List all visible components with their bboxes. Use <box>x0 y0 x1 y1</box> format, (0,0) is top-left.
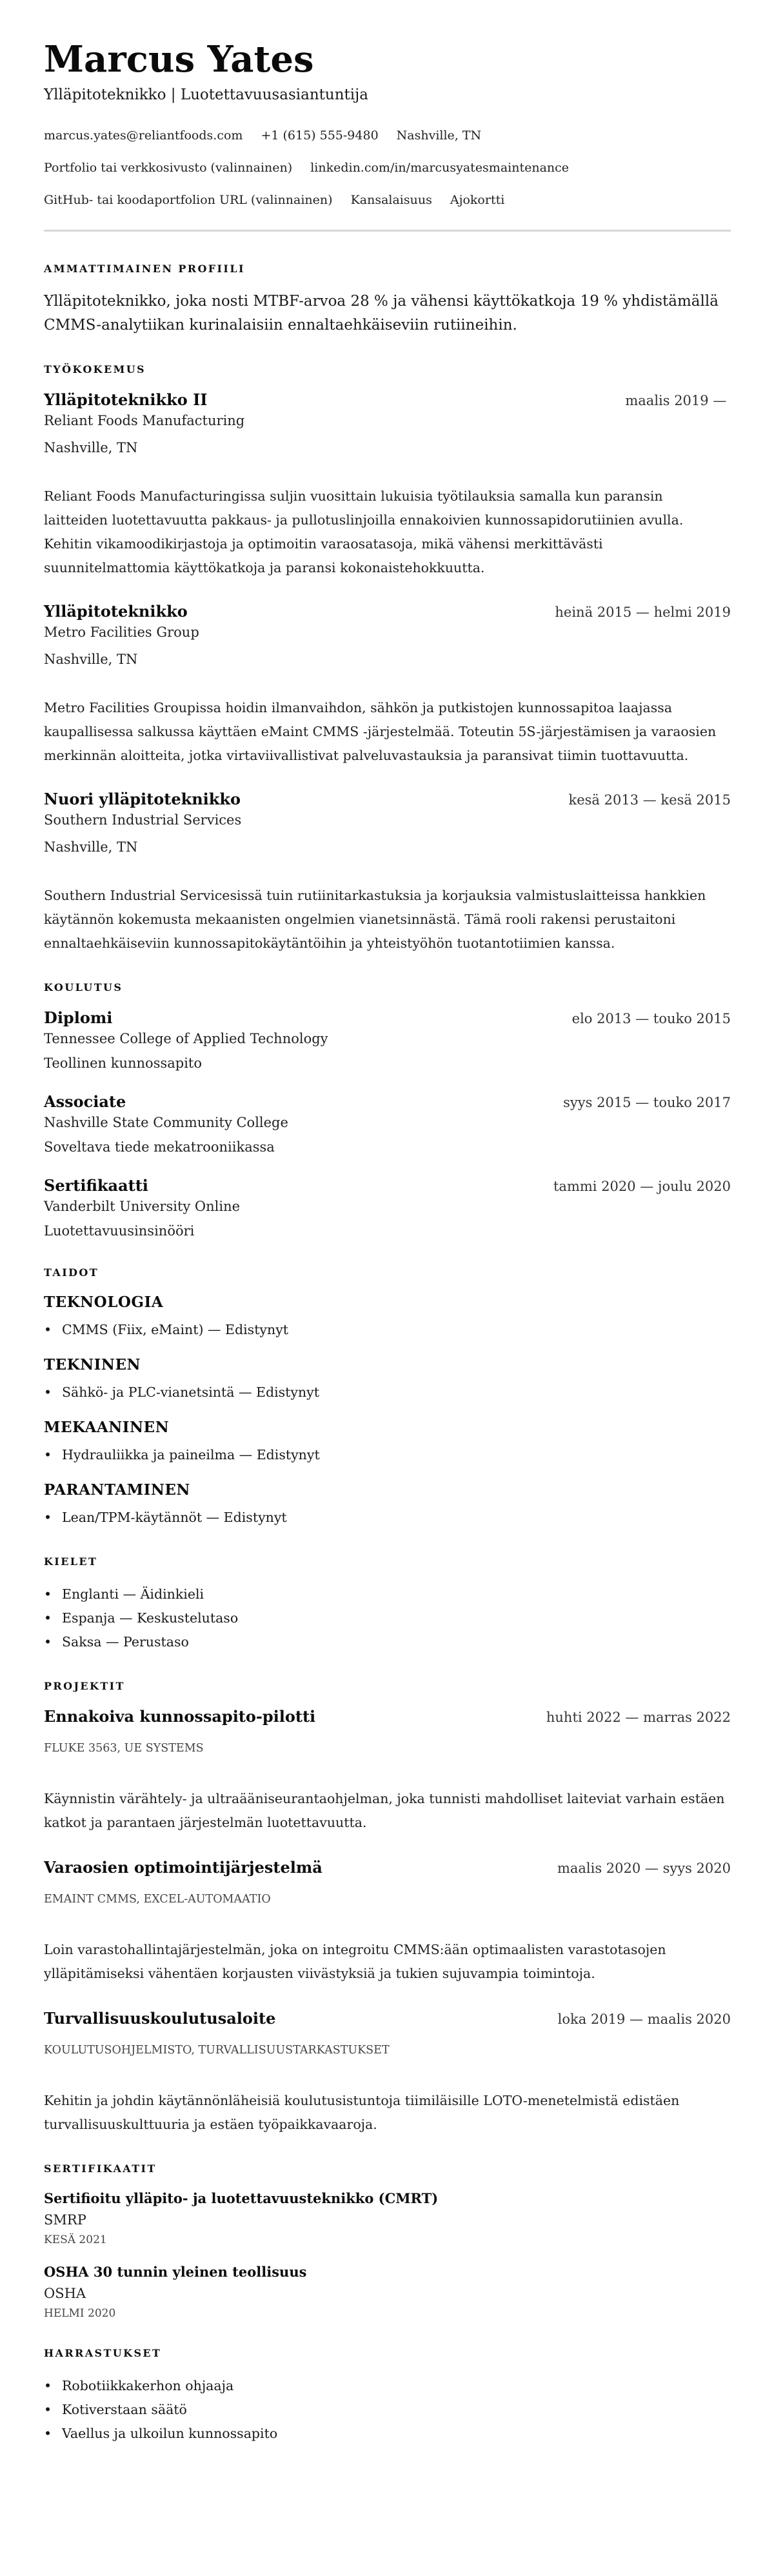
contact-drivers-license: Ajokortti <box>450 193 505 207</box>
certification-entry <box>44 2263 731 2321</box>
field-of-study: Luotettavuusinsinööri <box>44 1223 195 1239</box>
education-dates: elo 2013 — touko 2015 <box>571 1011 731 1026</box>
school-name: Tennessee College of Applied Technology <box>44 1031 328 1046</box>
experience-entry <box>44 602 731 768</box>
contact-phone[interactable]: +1 (615) 555-9480 <box>261 128 379 143</box>
job-company: Metro Facilities Group <box>44 624 199 640</box>
project-tech: KOULUTUSOHJELMISTO, TURVALLISUUSTARKASTUKSET <box>44 2044 390 2057</box>
languages-section <box>44 1555 731 1654</box>
degree-title: Associate <box>44 1092 126 1111</box>
education-entry <box>44 1176 731 1241</box>
project-title: Ennakoiva kunnossapito-pilotti <box>44 1707 316 1726</box>
skill-item: • Hydrauliikka ja paineilma — Edistynyt <box>44 1443 731 1467</box>
skill-category: TEKNINEN <box>44 1356 141 1373</box>
job-description: Southern Industrial Servicesissä tuin rutiinitarkastuksia ja korjauksia valmistuslaitteissa hankkien käytännön kokemusta mekaanisten ongelmien vianetsinnästä. Tämä rooli rakensi perustaitoni ennaltaehkäiseviin kunnossapitokäytäntöihin ja yhteistyöhön tuotantotiimien kanssa. <box>44 888 706 951</box>
degree-title: Sertifikaatti <box>44 1176 148 1195</box>
language-item: • Espanja — Keskustelutaso <box>44 1606 731 1630</box>
skill-item: • Lean/TPM-käytännöt — Edistynyt <box>44 1506 731 1530</box>
certifications-section <box>44 2162 731 2321</box>
certification-date: HELMI 2020 <box>44 2307 116 2320</box>
contact-citizenship: Kansalaisuus <box>350 193 432 207</box>
contact-portfolio[interactable]: Portfolio tai verkkosivusto (valinnainen) <box>44 161 293 175</box>
skill-group <box>44 1419 731 1467</box>
skills-section <box>44 1266 731 1530</box>
section-title: PROJEKTIT <box>44 1680 125 1692</box>
hobby-item: • Robotiikkakerhon ohjaaja <box>44 2374 731 2398</box>
section-title: TYÖKOKEMUS <box>44 363 146 375</box>
section-title: HARRASTUKSET <box>44 2347 162 2359</box>
job-description: Reliant Foods Manufacturingissa suljin vuosittain lukuisia työtilauksia samalla kun paransin laitteiden luotettavuutta pakkaus- ja pullotuslinjoilla ennakoivien kunnossapidorutiinien avulla. Kehitin vikamoodikirjastoja ja optimoitin varaosatasoja, mikä vähensi merkittävästi suunnitelmattomia käyttökatkoja ja paransi kokonaistehokkuutta. <box>44 488 684 575</box>
certification-entry <box>44 2190 731 2248</box>
hobby-item: • Kotiverstaan säätö <box>44 2398 731 2422</box>
certification-issuer: SMRP <box>44 2212 86 2228</box>
project-dates: huhti 2022 — marras 2022 <box>546 1710 731 1725</box>
certification-title: Sertifioitu ylläpito- ja luotettavuusteknikko (CMRT) <box>44 2190 439 2206</box>
project-tech: FLUKE 3563, UE SYSTEMS <box>44 1742 204 1755</box>
project-title: Varaosien optimointijärjestelmä <box>44 1858 322 1877</box>
skill-item: • CMMS (Fiix, eMaint) — Edistynyt <box>44 1318 731 1342</box>
contact-linkedin[interactable]: linkedin.com/in/marcusyatesmaintenance <box>310 161 570 175</box>
skill-category: PARANTAMINEN <box>44 1481 190 1499</box>
degree-title: Diplomi <box>44 1008 113 1027</box>
field-of-study: Soveltava tiede mekatrooniikassa <box>44 1139 275 1155</box>
skill-category: TEKNOLOGIA <box>44 1293 164 1311</box>
project-description: Käynnistin värähtely- ja ultraääniseurantaohjelman, joka tunnisti mahdolliset laiteviat varhain estäen katkot ja parantaen järjestelmän luotettavuutta. <box>44 1791 725 1830</box>
job-company: Southern Industrial Services <box>44 812 242 828</box>
education-entry <box>44 1092 731 1157</box>
language-item: • Englanti — Äidinkieli <box>44 1583 731 1606</box>
project-entry <box>44 1707 731 1835</box>
project-entry <box>44 2009 731 2137</box>
project-description: Loin varastohallintajärjestelmän, joka on integroitu CMMS:ään optimaalisten varastotasojen ylläpitämiseksi vähentäen korjausten viivästyksiä ja tukien sujuvampia toimintoja. <box>44 1942 666 1981</box>
skill-category: MEKAANINEN <box>44 1419 170 1436</box>
section-title: AMMATTIMAINEN PROFIILI <box>44 263 245 275</box>
education-dates: tammi 2020 — joulu 2020 <box>553 1179 731 1194</box>
education-dates: syys 2015 — touko 2017 <box>563 1095 731 1110</box>
project-title: Turvallisuuskoulutusaloite <box>44 2009 276 2028</box>
section-title: SERTIFIKAATIT <box>44 2162 157 2175</box>
contact-row <box>44 128 731 143</box>
school-name: Nashville State Community College <box>44 1115 288 1130</box>
job-title: Nuori ylläpitoteknikko <box>44 790 241 808</box>
project-tech: EMAINT CMMS, EXCEL-AUTOMAATIO <box>44 1893 271 1906</box>
project-dates: loka 2019 — maalis 2020 <box>557 2012 731 2027</box>
job-location: Nashville, TN <box>44 839 138 855</box>
section-title: TAIDOT <box>44 1266 99 1279</box>
contact-row <box>44 160 731 175</box>
skill-group <box>44 1481 731 1530</box>
hobby-item: • Vaellus ja ulkoilun kunnossapito <box>44 2422 731 2446</box>
job-location: Nashville, TN <box>44 652 138 667</box>
section-title: KOULUTUS <box>44 981 123 993</box>
experience-section <box>44 363 731 955</box>
header-divider <box>44 230 731 232</box>
profile-section <box>44 263 731 337</box>
contact-github[interactable]: GitHub- tai koodaportfolion URL (valinnainen) <box>44 193 333 207</box>
project-entry <box>44 1858 731 1986</box>
contact-location: Nashville, TN <box>396 128 482 143</box>
school-name: Vanderbilt University Online <box>44 1199 241 1214</box>
project-description: Kehitin ja johdin käytännönläheisiä koulutusistuntoja tiimiläisille LOTO-menetelmistä edistäen turvallisuuskulttuuria ja estäen työpaikkavaaroja. <box>44 2093 680 2132</box>
certification-issuer: OSHA <box>44 2286 86 2301</box>
certification-title: OSHA 30 tunnin yleinen teollisuus <box>44 2264 307 2280</box>
job-title: Ylläpitoteknikko II <box>44 390 208 409</box>
job-dates: maalis 2019 — <box>625 393 731 408</box>
contact-row <box>44 192 731 208</box>
job-location: Nashville, TN <box>44 440 138 455</box>
job-title: Ylläpitoteknikko <box>44 602 188 621</box>
education-entry <box>44 1008 731 1073</box>
profile-summary: Ylläpitoteknikko, joka nosti MTBF-arvoa 28 % ja vähensi käyttökatkoja 19 % yhdistämällä CMMS-analytiikan kurinalaisiin ennaltaehkäiseviin rutiineihin. <box>44 293 719 334</box>
skill-group <box>44 1356 731 1404</box>
resume-header <box>44 39 731 208</box>
project-dates: maalis 2020 — syys 2020 <box>557 1861 731 1876</box>
section-title: KIELET <box>44 1555 98 1568</box>
experience-entry <box>44 790 731 955</box>
projects-section <box>44 1680 731 2137</box>
education-section <box>44 981 731 1241</box>
contact-email[interactable]: marcus.yates@reliantfoods.com <box>44 128 243 143</box>
job-description: Metro Facilities Groupissa hoidin ilmanvaihdon, sähkön ja putkistojen kunnossapitoa laajassa kaupallisessa salkussa käyttäen eMaint CMMS -järjestelmää. Toteutin 5S-järjestämisen ja varaosien merkinnän aloitteita, jotka virtaviivallistivat palveluvastauksia ja paransivat tiimin tuottavuutta. <box>44 700 717 763</box>
skill-item: • Sähkö- ja PLC-vianetsintä — Edistynyt <box>44 1381 731 1404</box>
hobbies-section <box>44 2347 731 2446</box>
field-of-study: Teollinen kunnossapito <box>44 1055 203 1071</box>
experience-entry <box>44 390 731 580</box>
job-dates: kesä 2013 — kesä 2015 <box>568 792 731 808</box>
candidate-headline: Ylläpitoteknikko | Luotettavuusasiantuntija <box>44 86 368 103</box>
language-item: • Saksa — Perustaso <box>44 1630 731 1654</box>
skill-group <box>44 1293 731 1342</box>
job-dates: heinä 2015 — helmi 2019 <box>555 604 731 620</box>
job-company: Reliant Foods Manufacturing <box>44 413 245 428</box>
certification-date: KESÄ 2021 <box>44 2233 107 2246</box>
candidate-name: Marcus Yates <box>44 38 314 81</box>
